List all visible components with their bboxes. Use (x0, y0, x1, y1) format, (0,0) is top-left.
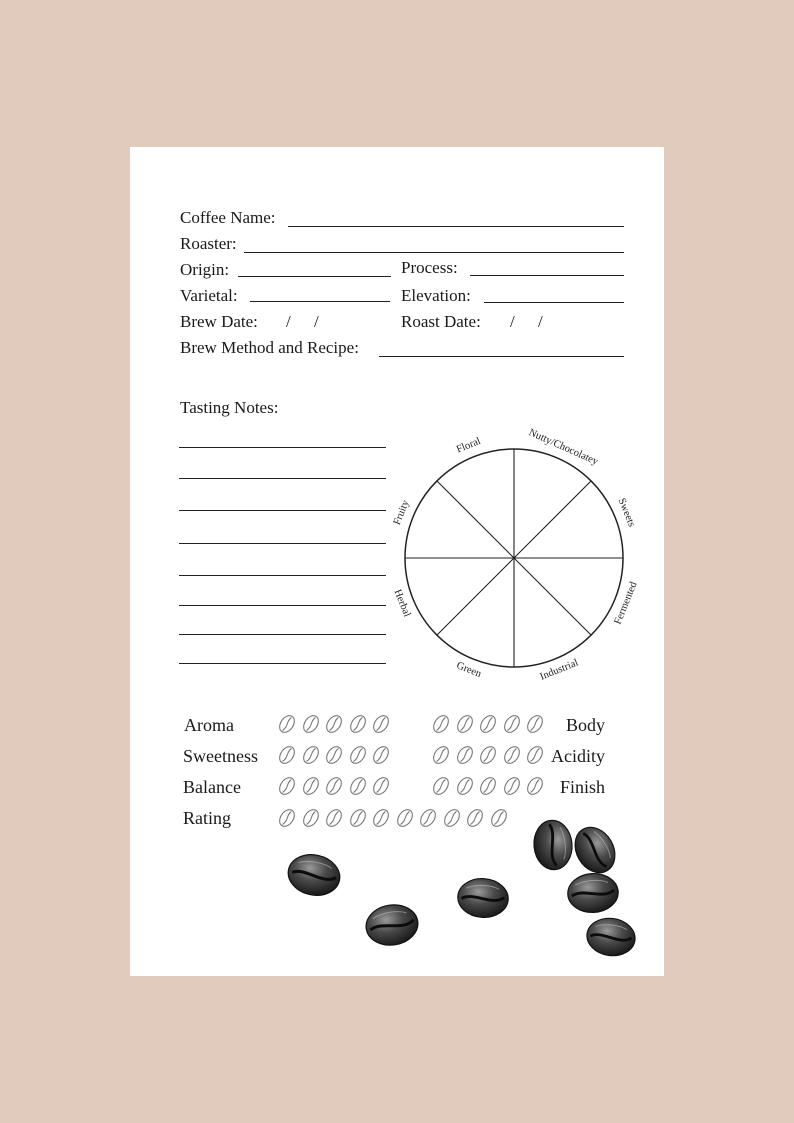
roaster-label: Roaster: (180, 234, 237, 253)
origin-label: Origin: (180, 260, 230, 279)
coffee-bean-icon (456, 877, 509, 919)
balance-label: Balance (183, 777, 241, 797)
acidity-label: Acidity (551, 746, 605, 766)
elevation-label: Elevation: (401, 286, 471, 305)
body-label: Body (566, 715, 606, 735)
flavor-wheel-label: Industrial (538, 657, 580, 683)
coffee-bean-icon (567, 872, 619, 913)
roast-date-separator: / (538, 312, 543, 331)
flavor-wheel-label: Fruity (391, 498, 412, 527)
roast-date-label: Roast Date: (401, 312, 481, 331)
coffee-name-label: Coffee Name: (180, 208, 276, 227)
finish-label: Finish (560, 777, 606, 797)
flavor-wheel-label: Green (454, 660, 483, 681)
brew-date-separator: / (286, 312, 291, 331)
varietal-label: Varietal: (180, 286, 238, 305)
flavor-wheel-label: Sweets (615, 496, 637, 529)
coffee-bean-icon (363, 902, 420, 949)
roast-date-separator: / (510, 312, 515, 331)
flavor-wheel-label: Herbal (391, 587, 413, 619)
brew-date-label: Brew Date: (180, 312, 258, 331)
flavor-wheel-label: Nutty/Chocolatey (526, 427, 600, 468)
coffee-bean-icon (584, 915, 637, 959)
sweetness-label: Sweetness (183, 746, 258, 766)
flavor-wheel-label: Fermented (612, 580, 640, 627)
coffee-bean-icon (284, 850, 343, 900)
brew-method-label: Brew Method and Recipe: (180, 338, 359, 357)
process-label: Process: (401, 258, 458, 277)
rating-label: Rating (183, 808, 231, 828)
tasting-notes-title: Tasting Notes: (180, 398, 279, 417)
brew-date-separator: / (314, 312, 319, 331)
coffee-bean-icon (567, 820, 623, 880)
flavor-wheel-label: Floral (454, 435, 483, 456)
aroma-label: Aroma (184, 715, 234, 735)
coffee-bean-icon (532, 819, 574, 872)
